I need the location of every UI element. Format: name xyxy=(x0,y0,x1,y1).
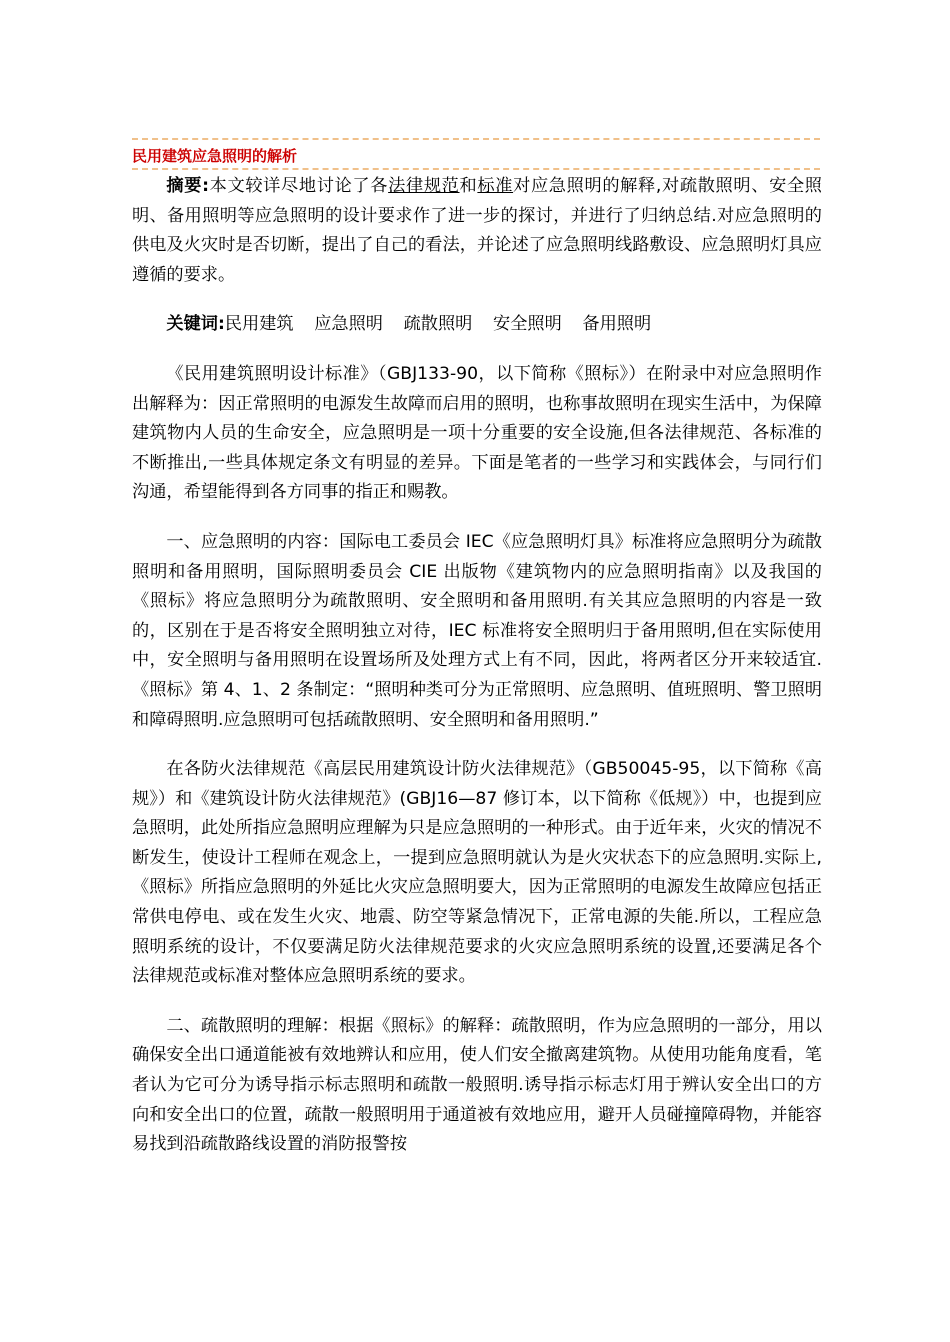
keyword-item: 民用建筑 xyxy=(224,314,294,335)
standard-link[interactable]: 标准 xyxy=(477,176,514,196)
abstract-text-c: 对应急照明的解释,对疏散照明、安全照明、备用照明等应急照明的设计要求作了进一步的探讨，并进行了归纳总结.对应急照明的供电及火灾时是否切断，提出了自己的看法，并论述了应急照明线路敷设、应急照明灯具应遵循的要求。 xyxy=(132,176,822,285)
keyword-item: 安全照明 xyxy=(493,314,562,335)
abstract-text-b: 和 xyxy=(459,176,478,196)
body-paragraph-fire-codes: 在各防火法律规范《高层民用建筑设计防火法律规范》（GB50045-95，以下简称《高规》）和《建筑设计防火法律规范》(GBJ16—87 修订本，以下简称《低规》）中，也提到应急照明，此处所指应急照明应理解为只是应急照明的一种形式。由于近年来，火灾的情况不断发生，使设计工程师在观念上，一提到应急照明就认为是火灾状态下的应急照明.实际上,《照标》所指应急照明的外延比火灾应急照明要大，因为正常照明的电源发生故障应包括正常供电停电、或在发生火灾、地震、防空等紧急情况下，正常电源的失能.所以，工程应急照明系统的设计，不仅要满足防火法律规范要求的火灾应急照明系统的设置,还要满足各个法律规范或标准对整体应急照明系统的要求。 xyxy=(132,759,822,987)
body-paragraph-section-1: 一、应急照明的内容：国际电工委员会 IEC《应急照明灯具》标准将应急照明分为疏散照明和备用照明，国际照明委员会 CIE 出版物《建筑物内的应急照明指南》以及我国的《照标》将应急照明分为疏散照明、安全照明和备用照明.有关其应急照明的内容是一致的，区别在于是否将安全照明独立对待，IEC 标准将安全照明归于备用照明,但在实际使用中，安全照明与备用照明在设置场所及处理方式上有不同，因此，将两者区分开来较适宜.《照标》第 4、1、2 条制定：“照明种类可分为正常照明、应急照明、值班照明、警卫照明和障碍照明.应急照明可包括疏散照明、安全照明和备用照明.” xyxy=(132,531,822,730)
law-regulation-link[interactable]: 法律规范 xyxy=(388,176,460,196)
keywords-paragraph xyxy=(132,310,822,340)
article-title: 民用建筑应急照明的解析 xyxy=(132,147,298,165)
article-body xyxy=(132,172,822,1180)
abstract-paragraph xyxy=(132,172,822,290)
title-bottom-divider xyxy=(132,168,820,170)
body-paragraph-section-2: 二、疏散照明的理解：根据《照标》的解释：疏散照明，作为应急照明的一部分，用以确保安全出口通道能被有效地辨认和应用，使人们安全撤离建筑物。从使用功能角度看，笔者认为它可分为诱导指示标志照明和疏散一般照明.诱导指示标志灯用于辨认安全出口的方向和安全出口的位置，疏散一般照明用于通道被有效地应用，避开人员碰撞障碍物，并能容易找到沿疏散路线设置的消防报警按 xyxy=(132,1015,822,1155)
body-paragraph-intro: 《民用建筑照明设计标准》（GBJ133-90，以下简称《照标》）在附录中对应急照明作出解释为：因正常照明的电源发生故障而启用的照明，也称事故照明在现实生活中，为保障建筑物内人员的生命安全，应急照明是一项十分重要的安全设施,但各法律规范、各标准的不断推出,一些具体规定条文有明显的差异。下面是笔者的一些学习和实践体会，与同行们沟通，希望能得到各方同事的指正和赐教。 xyxy=(132,363,822,503)
abstract-text-a: 本文较详尽地讨论了各 xyxy=(208,176,389,196)
abstract-label: 摘要: xyxy=(166,176,209,196)
keywords-label: 关键词: xyxy=(166,314,225,335)
keyword-item: 应急照明 xyxy=(314,314,383,335)
keyword-item: 备用照明 xyxy=(582,314,652,335)
title-top-divider xyxy=(132,138,820,140)
keyword-item: 疏散照明 xyxy=(403,314,473,335)
